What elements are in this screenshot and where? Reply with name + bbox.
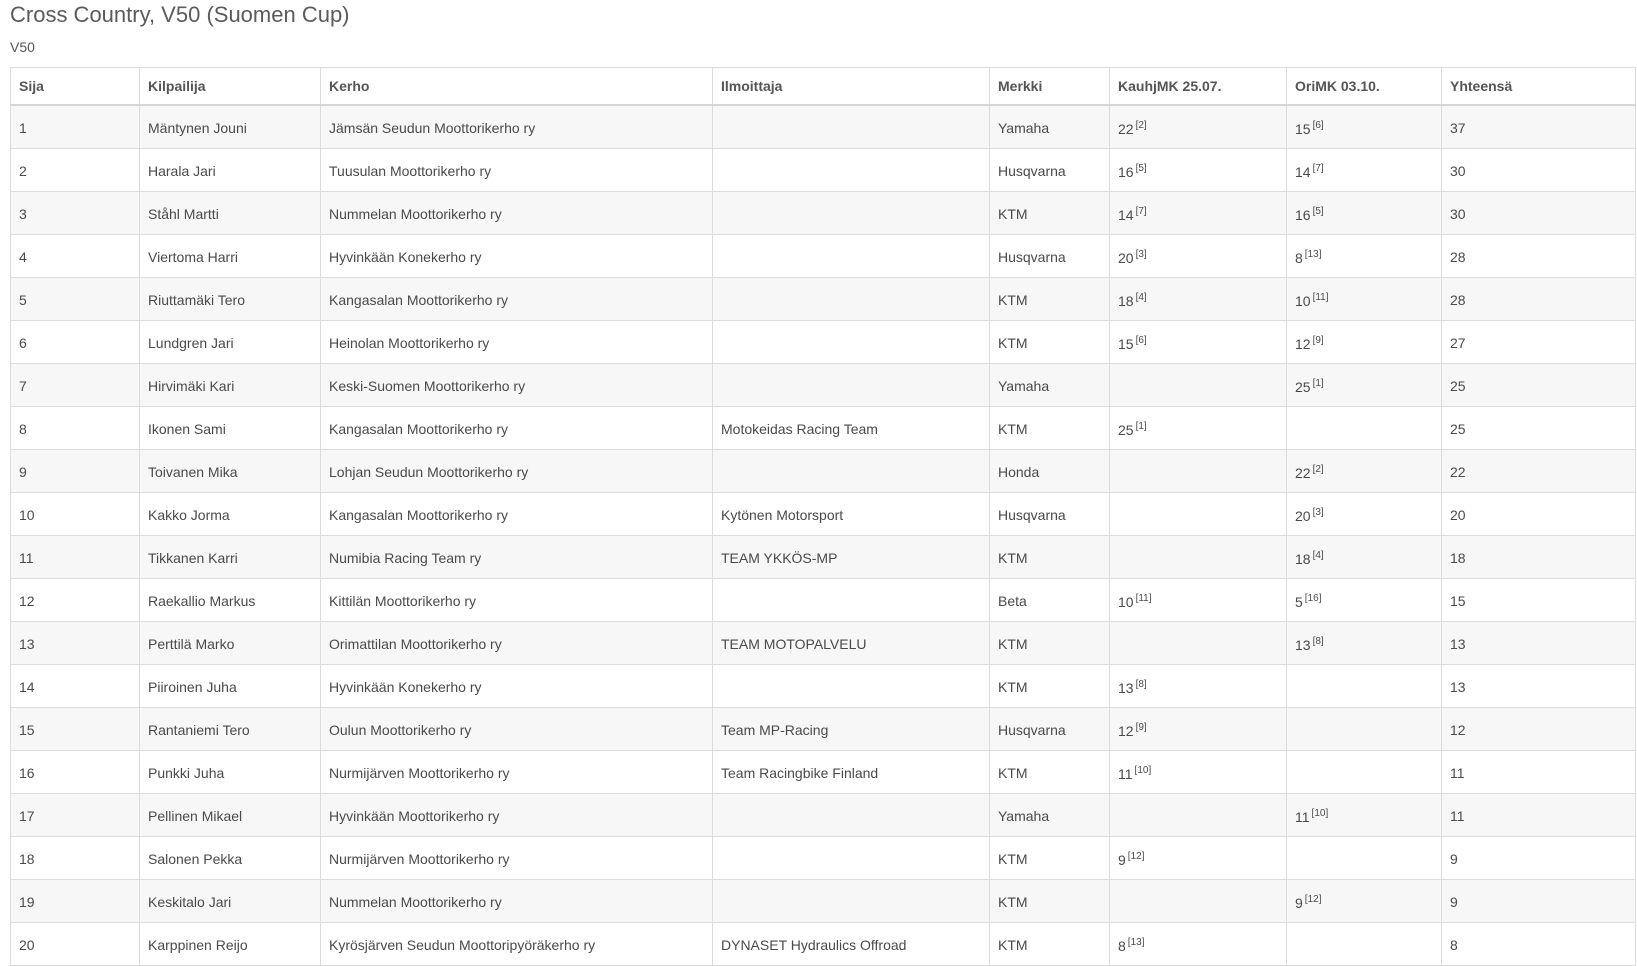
entrant-cell [713,321,990,364]
header-round-1[interactable]: KauhjMK 25.07. [1110,68,1287,106]
round-1-points: 11 [1118,765,1133,782]
club-cell: Orimattilan Moottorikerho ry [321,622,713,665]
results-table [10,67,1636,966]
table-row [11,622,1636,665]
entrant-cell: TEAM MOTOPALVELU [713,622,990,665]
club-cell: Keski-Suomen Moottorikerho ry [321,364,713,407]
total-cell: 9 [1442,880,1636,923]
round-2-cell [1287,450,1442,493]
round-1-points: 14 [1118,206,1134,223]
rank-cell: 18 [11,837,140,880]
round-2-points: 10 [1295,292,1311,309]
club-cell: Kangasalan Moottorikerho ry [321,407,713,450]
round-2-position: [1] [1312,377,1324,389]
round-2-position: [4] [1312,549,1324,561]
total-cell: 9 [1442,837,1636,880]
round-2-position: [5] [1312,205,1324,217]
rank-cell: 15 [11,708,140,751]
round-1-cell [1110,579,1287,622]
round-1-cell [1110,708,1287,751]
entrant-cell [713,880,990,923]
header-total[interactable]: Yhteensä [1442,68,1636,106]
rank-cell: 3 [11,192,140,235]
brand-cell: Husqvarna [990,708,1110,751]
entrant-cell [713,579,990,622]
rider-cell: Hirvimäki Kari [140,364,321,407]
rank-cell: 14 [11,665,140,708]
round-2-position: [2] [1312,463,1324,475]
club-cell: Nummelan Moottorikerho ry [321,880,713,923]
round-2-cell [1287,493,1442,536]
round-2-cell [1287,665,1442,708]
total-cell: 30 [1442,192,1636,235]
rank-cell: 8 [11,407,140,450]
brand-cell: KTM [990,278,1110,321]
entrant-cell: Team Racingbike Finland [713,751,990,794]
round-2-points: 18 [1295,550,1311,567]
round-1-points: 8 [1118,937,1126,954]
rank-cell: 4 [11,235,140,278]
club-cell: Hyvinkään Konekerho ry [321,665,713,708]
total-cell: 20 [1442,493,1636,536]
round-2-points: 16 [1295,206,1311,223]
round-2-cell [1287,536,1442,579]
header-rank[interactable]: Sija [11,68,140,106]
header-rider[interactable]: Kilpailija [140,68,321,106]
round-2-cell [1287,751,1442,794]
round-1-points: 10 [1118,593,1134,610]
brand-cell: Honda [990,450,1110,493]
round-1-cell [1110,105,1287,149]
table-row [11,192,1636,235]
total-cell: 13 [1442,665,1636,708]
round-2-position: [16] [1304,592,1322,604]
rider-cell: Mäntynen Jouni [140,105,321,149]
round-2-position: [11] [1312,291,1329,303]
round-2-position: [8] [1312,635,1324,647]
round-1-cell [1110,665,1287,708]
entrant-cell [713,837,990,880]
rank-cell: 10 [11,493,140,536]
brand-cell: KTM [990,837,1110,880]
rank-cell: 6 [11,321,140,364]
table-row [11,880,1636,923]
round-1-points: 13 [1118,679,1134,696]
round-1-cell [1110,493,1287,536]
brand-cell: Beta [990,579,1110,622]
entrant-cell: Team MP-Racing [713,708,990,751]
header-row [11,68,1636,106]
rider-cell: Ikonen Sami [140,407,321,450]
round-1-cell [1110,364,1287,407]
brand-cell: Yamaha [990,794,1110,837]
round-1-cell [1110,880,1287,923]
club-cell: Nummelan Moottorikerho ry [321,192,713,235]
round-1-cell [1110,192,1287,235]
round-1-cell [1110,536,1287,579]
table-row [11,235,1636,278]
brand-cell: KTM [990,751,1110,794]
round-2-points: 9 [1295,894,1303,911]
round-2-position: [3] [1312,506,1324,518]
rider-cell: Viertoma Harri [140,235,321,278]
entrant-cell [713,149,990,192]
rank-cell: 17 [11,794,140,837]
brand-cell: KTM [990,407,1110,450]
round-2-cell [1287,364,1442,407]
rider-cell: Lundgren Jari [140,321,321,364]
table-row [11,708,1636,751]
round-2-position: [6] [1312,119,1324,131]
club-cell: Numibia Racing Team ry [321,536,713,579]
table-row [11,450,1636,493]
total-cell: 8 [1442,923,1636,966]
round-1-cell [1110,751,1287,794]
round-2-cell [1287,407,1442,450]
entrant-cell: Motokeidas Racing Team [713,407,990,450]
round-1-cell [1110,622,1287,665]
rider-cell: Rantaniemi Tero [140,708,321,751]
club-cell: Hyvinkään Moottorikerho ry [321,794,713,837]
header-brand[interactable]: Merkki [990,68,1110,106]
brand-cell: Husqvarna [990,493,1110,536]
round-1-position: [8] [1135,678,1147,690]
brand-cell: KTM [990,192,1110,235]
rank-cell: 7 [11,364,140,407]
brand-cell: KTM [990,321,1110,364]
round-1-cell [1110,278,1287,321]
round-1-position: [9] [1135,721,1147,733]
entrant-cell [713,665,990,708]
rider-cell: Karppinen Reijo [140,923,321,966]
rank-cell: 1 [11,105,140,149]
rider-cell: Ståhl Martti [140,192,321,235]
brand-cell: Husqvarna [990,149,1110,192]
round-1-position: [10] [1134,764,1152,776]
brand-cell: KTM [990,923,1110,966]
round-1-position: [4] [1135,291,1147,303]
total-cell: 13 [1442,622,1636,665]
round-1-points: 25 [1118,421,1134,438]
rank-cell: 2 [11,149,140,192]
round-2-position: [10] [1311,807,1329,819]
round-1-position: [2] [1135,119,1147,131]
round-2-cell [1287,794,1442,837]
entrant-cell [713,278,990,321]
rank-cell: 9 [11,450,140,493]
round-2-cell [1287,880,1442,923]
table-row [11,923,1636,966]
club-cell: Hyvinkään Konekerho ry [321,235,713,278]
rank-cell: 19 [11,880,140,923]
entrant-cell: TEAM YKKÖS-MP [713,536,990,579]
round-2-position: [7] [1312,162,1324,174]
round-2-cell [1287,192,1442,235]
round-2-position: [9] [1312,334,1324,346]
table-row [11,407,1636,450]
total-cell: 15 [1442,579,1636,622]
total-cell: 18 [1442,536,1636,579]
round-2-cell [1287,622,1442,665]
header-club[interactable]: Kerho [321,68,713,106]
round-2-cell [1287,278,1442,321]
round-1-cell [1110,450,1287,493]
table-row [11,321,1636,364]
round-1-cell [1110,837,1287,880]
rank-cell: 11 [11,536,140,579]
rank-cell: 13 [11,622,140,665]
round-2-position: [12] [1304,893,1322,905]
round-2-cell [1287,837,1442,880]
round-1-points: 12 [1118,722,1134,739]
club-cell: Tuusulan Moottorikerho ry [321,149,713,192]
round-1-cell [1110,149,1287,192]
table-row [11,149,1636,192]
rider-cell: Kakko Jorma [140,493,321,536]
brand-cell: KTM [990,665,1110,708]
total-cell: 11 [1442,794,1636,837]
entrant-cell [713,450,990,493]
total-cell: 30 [1442,149,1636,192]
club-cell: Kangasalan Moottorikerho ry [321,278,713,321]
header-entrant[interactable]: Ilmoittaja [713,68,990,106]
brand-cell: Yamaha [990,364,1110,407]
entrant-cell: Kytönen Motorsport [713,493,990,536]
round-2-points: 15 [1295,120,1311,137]
brand-cell: KTM [990,880,1110,923]
round-1-points: 18 [1118,292,1134,309]
entrant-cell [713,235,990,278]
total-cell: 25 [1442,364,1636,407]
round-1-position: [11] [1135,592,1152,604]
round-2-points: 5 [1295,593,1303,610]
total-cell: 28 [1442,235,1636,278]
round-2-points: 22 [1295,464,1311,481]
round-2-points: 12 [1295,335,1311,352]
total-cell: 27 [1442,321,1636,364]
round-2-cell [1287,321,1442,364]
total-cell: 28 [1442,278,1636,321]
round-2-points: 8 [1295,249,1303,266]
round-2-cell [1287,149,1442,192]
brand-cell: KTM [990,536,1110,579]
total-cell: 12 [1442,708,1636,751]
round-1-position: [3] [1135,248,1147,260]
table-row [11,364,1636,407]
entrant-cell [713,364,990,407]
table-row [11,105,1636,149]
table-row [11,751,1636,794]
round-1-cell [1110,235,1287,278]
total-cell: 25 [1442,407,1636,450]
round-2-cell [1287,105,1442,149]
table-row [11,665,1636,708]
rider-cell: Keskitalo Jari [140,880,321,923]
brand-cell: Husqvarna [990,235,1110,278]
table-row [11,278,1636,321]
round-1-cell [1110,321,1287,364]
round-1-position: [5] [1135,162,1147,174]
table-row [11,493,1636,536]
rider-cell: Raekallio Markus [140,579,321,622]
rider-cell: Tikkanen Karri [140,536,321,579]
rider-cell: Pellinen Mikael [140,794,321,837]
round-2-cell [1287,923,1442,966]
entrant-cell [713,192,990,235]
rider-cell: Salonen Pekka [140,837,321,880]
rider-cell: Riuttamäki Tero [140,278,321,321]
table-row [11,579,1636,622]
club-cell: Kangasalan Moottorikerho ry [321,493,713,536]
club-cell: Jämsän Seudun Moottorikerho ry [321,105,713,149]
club-cell: Kyrösjärven Seudun Moottoripyöräkerho ry [321,923,713,966]
rank-cell: 12 [11,579,140,622]
club-cell: Heinolan Moottorikerho ry [321,321,713,364]
table-row [11,794,1636,837]
rider-cell: Punkki Juha [140,751,321,794]
rank-cell: 5 [11,278,140,321]
entrant-cell [713,794,990,837]
round-1-points: 15 [1118,335,1134,352]
round-1-points: 9 [1118,851,1126,868]
round-2-points: 25 [1295,378,1311,395]
round-1-position: [6] [1135,334,1147,346]
class-subtitle: V50 [10,39,35,55]
page-title: Cross Country, V50 (Suomen Cup) [10,2,350,27]
round-2-position: [13] [1304,248,1322,260]
table-row [11,837,1636,880]
club-cell: Nurmijärven Moottorikerho ry [321,751,713,794]
round-1-position: [12] [1127,850,1145,862]
club-cell: Kittilän Moottorikerho ry [321,579,713,622]
round-2-cell [1287,235,1442,278]
club-cell: Nurmijärven Moottorikerho ry [321,837,713,880]
round-2-points: 14 [1295,163,1311,180]
header-round-2[interactable]: OriMK 03.10. [1287,68,1442,106]
total-cell: 11 [1442,751,1636,794]
rider-cell: Toivanen Mika [140,450,321,493]
brand-cell: KTM [990,622,1110,665]
rank-cell: 20 [11,923,140,966]
round-2-points: 13 [1295,636,1311,653]
round-1-points: 20 [1118,249,1134,266]
entrant-cell [713,105,990,149]
rider-cell: Harala Jari [140,149,321,192]
entrant-cell: DYNASET Hydraulics Offroad [713,923,990,966]
total-cell: 22 [1442,450,1636,493]
round-2-points: 11 [1295,808,1310,825]
round-1-points: 16 [1118,163,1134,180]
round-2-cell [1287,708,1442,751]
round-1-cell [1110,407,1287,450]
table-row [11,536,1636,579]
round-1-cell [1110,794,1287,837]
rider-cell: Piiroinen Juha [140,665,321,708]
round-1-position: [7] [1135,205,1147,217]
results-body [11,105,1636,966]
brand-cell: Yamaha [990,105,1110,149]
rank-cell: 16 [11,751,140,794]
round-1-cell [1110,923,1287,966]
round-1-position: [1] [1135,420,1147,432]
round-1-position: [13] [1127,936,1145,948]
club-cell: Lohjan Seudun Moottorikerho ry [321,450,713,493]
club-cell: Oulun Moottorikerho ry [321,708,713,751]
round-1-points: 22 [1118,120,1134,137]
total-cell: 37 [1442,105,1636,149]
rider-cell: Perttilä Marko [140,622,321,665]
round-2-points: 20 [1295,507,1311,524]
round-2-cell [1287,579,1442,622]
